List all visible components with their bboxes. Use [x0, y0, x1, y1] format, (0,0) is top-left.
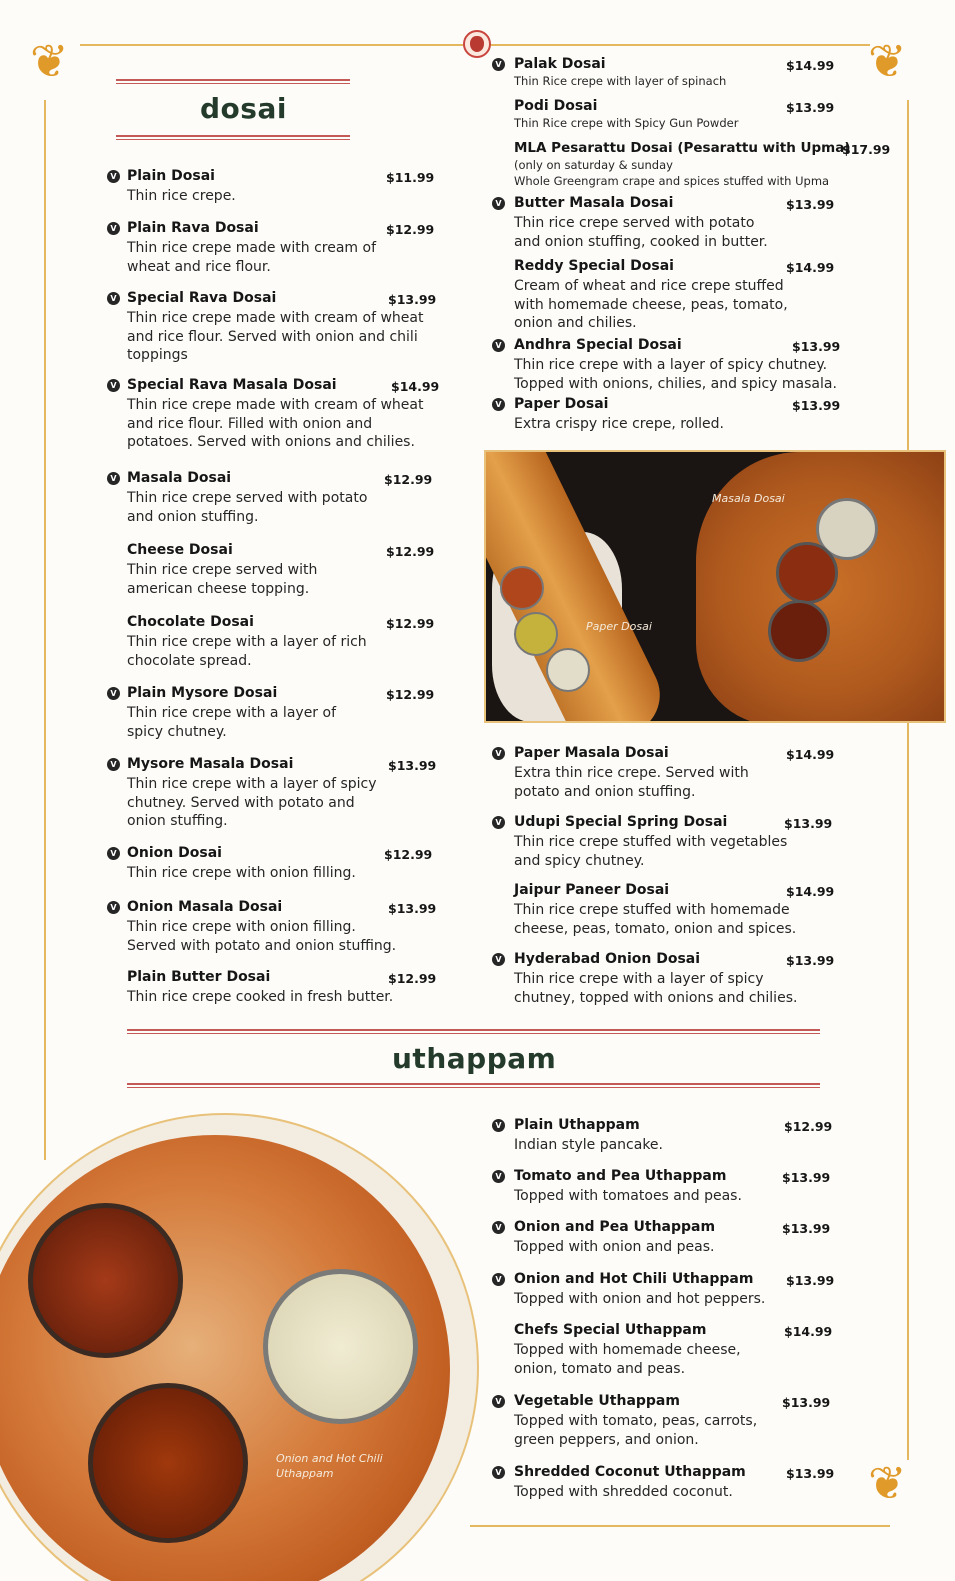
uthappam-photo	[0, 1107, 480, 1581]
item-name: Tomato and Pea Uthappam	[514, 1168, 727, 1184]
frame-bottom-line	[470, 1525, 890, 1527]
veg-icon: V	[107, 758, 120, 771]
item-price: $13.99	[792, 398, 841, 413]
item-description: Cream of wheat and rice crepe stuffed with homemade cheese, peas, tomato, onion and chilies.	[514, 278, 788, 331]
item-price: $13.99	[786, 197, 835, 212]
item-description: Topped with tomatoes and peas.	[514, 1188, 742, 1204]
item-name: Cheese Dosai	[127, 542, 233, 558]
tomato-chutney-bowl-image	[88, 1383, 248, 1543]
item-description: Thin rice crepe made with cream of wheat and rice flour. Served with onion and chili toppings	[127, 310, 424, 363]
veg-icon: V	[492, 1221, 505, 1234]
item-price: $12.99	[784, 1119, 833, 1134]
item-price: $12.99	[386, 687, 435, 702]
item-name: Plain Butter Dosai	[127, 969, 271, 985]
item-description: Thin rice crepe with a layer of rich chocolate spread.	[127, 634, 367, 669]
section-rule	[127, 1083, 820, 1088]
photo-caption-paper-dosai: Paper Dosai	[586, 620, 652, 633]
item-price: $13.99	[782, 1395, 831, 1410]
item-name: Plain Mysore Dosai	[127, 685, 278, 701]
item-name: Mysore Masala Dosai	[127, 756, 294, 772]
veg-icon: V	[492, 1273, 505, 1286]
veg-icon: V	[492, 339, 505, 352]
item-name: Plain Dosai	[127, 168, 215, 184]
item-name: Podi Dosai	[514, 98, 598, 114]
sambar-bowl-image	[28, 1203, 183, 1358]
item-name: Jaipur Paneer Dosai	[514, 882, 670, 898]
item-name: Onion Masala Dosai	[127, 899, 283, 915]
item-description: Topped with homemade cheese, onion, tomato and peas.	[514, 1342, 741, 1377]
veg-icon: V	[107, 472, 120, 485]
frame-left-line	[44, 100, 46, 1160]
item-description: Topped with tomato, peas, carrots, green peppers, and onion.	[514, 1413, 758, 1448]
item-price: $12.99	[388, 971, 437, 986]
veg-icon: V	[492, 953, 505, 966]
item-price: $13.99	[388, 758, 437, 773]
item-description: Thin rice crepe cooked in fresh butter.	[127, 989, 394, 1005]
veg-icon: V	[107, 847, 120, 860]
veg-icon: V	[107, 379, 120, 392]
item-description: Topped with shredded coconut.	[514, 1484, 733, 1500]
item-price: $12.99	[386, 222, 435, 237]
sambar-cup-image	[776, 542, 838, 604]
item-price: $12.99	[386, 544, 435, 559]
chutney-cup-image	[768, 600, 830, 662]
veg-icon: V	[107, 170, 120, 183]
section-title-uthappam: uthappam	[392, 1042, 557, 1075]
item-description: Thin rice crepe served with american cheese topping.	[127, 562, 318, 597]
item-description: Thin rice crepe made with cream of wheat and rice flour.	[127, 240, 376, 275]
item-description: Thin Rice crepe with Spicy Gun Powder	[514, 116, 739, 130]
chutney-cup-image	[500, 566, 544, 610]
veg-icon: V	[107, 901, 120, 914]
chutney-cup-image	[514, 612, 558, 656]
photo-caption-uthappam: Onion and Hot Chili Uthappam	[276, 1452, 383, 1480]
section-rule	[116, 135, 350, 140]
frame-right-line	[907, 100, 909, 1460]
item-description: Thin rice crepe with a layer of spicy chutney, topped with onions and chilies.	[514, 971, 798, 1006]
item-description: Thin rice crepe served with potato and onion stuffing, cooked in butter.	[514, 215, 768, 250]
corner-ornament-icon: ❦	[30, 34, 69, 88]
veg-icon: V	[107, 292, 120, 305]
item-description: Topped with onion and peas.	[514, 1239, 715, 1255]
item-name: Andhra Special Dosai	[514, 337, 682, 353]
item-price: $13.99	[782, 1221, 831, 1236]
item-name: Vegetable Uthappam	[514, 1393, 680, 1409]
item-description: Extra crispy rice crepe, rolled.	[514, 416, 724, 432]
veg-icon: V	[492, 747, 505, 760]
item-name: Onion Dosai	[127, 845, 222, 861]
item-price: $14.99	[786, 884, 835, 899]
item-price: $14.99	[786, 58, 835, 73]
item-name: Special Rava Masala Dosai	[127, 377, 337, 393]
item-description: Thin rice crepe with a layer of spicy chutney. Served with potato and onion stuffing.	[127, 776, 377, 829]
item-name: Onion and Hot Chili Uthappam	[514, 1271, 754, 1287]
veg-icon: V	[492, 398, 505, 411]
item-description: Extra thin rice crepe. Served with potato and onion stuffing.	[514, 765, 749, 800]
item-description: Topped with onion and hot peppers.	[514, 1291, 766, 1307]
veg-icon: V	[492, 1119, 505, 1132]
corner-ornament-icon: ❦	[868, 34, 907, 88]
veg-icon: V	[492, 197, 505, 210]
section-title-dosai: dosai	[200, 92, 287, 125]
coconut-chutney-bowl-image	[263, 1269, 418, 1424]
item-description: Thin rice crepe with onion filling.	[127, 865, 356, 881]
item-name: Shredded Coconut Uthappam	[514, 1464, 746, 1480]
item-name: Reddy Special Dosai	[514, 258, 674, 274]
item-price: $12.99	[384, 472, 433, 487]
item-description: Thin rice crepe with a layer of spicy chutney. Topped with onions, chilies, and spicy masala.	[514, 357, 837, 392]
item-name: Butter Masala Dosai	[514, 195, 674, 211]
item-name: Plain Rava Dosai	[127, 220, 259, 236]
item-price: $13.99	[786, 100, 835, 115]
veg-icon: V	[107, 687, 120, 700]
veg-icon: V	[492, 1170, 505, 1183]
item-name: Plain Uthappam	[514, 1117, 640, 1133]
item-description: Indian style pancake.	[514, 1137, 663, 1153]
section-rule	[116, 79, 350, 84]
item-price: $14.99	[391, 379, 440, 394]
chutney-cup-image	[546, 648, 590, 692]
item-name: Chocolate Dosai	[127, 614, 254, 630]
item-price: $12.99	[386, 616, 435, 631]
item-description: (only on saturday & sunday Whole Greengram crape and spices stuffed with Upma	[514, 158, 830, 188]
item-name: Chefs Special Uthappam	[514, 1322, 707, 1338]
item-name: Palak Dosai	[514, 56, 606, 72]
item-price: $13.99	[786, 1273, 835, 1288]
restaurant-logo	[463, 30, 491, 58]
item-name: MLA Pesarattu Dosai (Pesarattu with Upma)	[514, 140, 851, 156]
item-description: Thin rice crepe with a layer of spicy chutney.	[127, 705, 337, 740]
item-description: Thin rice crepe stuffed with homemade cheese, peas, tomato, onion and spices.	[514, 902, 797, 937]
item-price: $14.99	[786, 747, 835, 762]
veg-icon: V	[492, 1395, 505, 1408]
veg-icon: V	[492, 58, 505, 71]
item-name: Paper Dosai	[514, 396, 609, 412]
item-name: Special Rava Dosai	[127, 290, 277, 306]
item-name: Onion and Pea Uthappam	[514, 1219, 716, 1235]
corner-ornament-icon: ❦	[868, 1456, 907, 1510]
item-price: $13.99	[786, 1466, 835, 1481]
item-price: $14.99	[784, 1324, 833, 1339]
item-price: $13.99	[792, 339, 841, 354]
item-price: $13.99	[786, 953, 835, 968]
item-name: Paper Masala Dosai	[514, 745, 669, 761]
item-price: $13.99	[388, 292, 437, 307]
item-price: $13.99	[784, 816, 833, 831]
item-price: $17.99	[842, 142, 891, 157]
item-description: Thin rice crepe stuffed with vegetables and spicy chutney.	[514, 834, 788, 869]
item-price: $14.99	[786, 260, 835, 275]
veg-icon: V	[492, 1466, 505, 1479]
veg-icon: V	[107, 222, 120, 235]
item-name: Masala Dosai	[127, 470, 232, 486]
veg-icon: V	[492, 816, 505, 829]
item-price: $13.99	[782, 1170, 831, 1185]
item-name: Hyderabad Onion Dosai	[514, 951, 701, 967]
photo-caption-masala-dosai: Masala Dosai	[712, 492, 785, 505]
item-description: Thin rice crepe with onion filling. Served with potato and onion stuffing.	[127, 919, 397, 954]
item-description: Thin rice crepe served with potato and onion stuffing.	[127, 490, 368, 525]
item-name: Udupi Special Spring Dosai	[514, 814, 728, 830]
item-price: $12.99	[384, 847, 433, 862]
item-description: Thin Rice crepe with layer of spinach	[514, 74, 727, 88]
dosai-photo	[484, 450, 946, 723]
item-price: $13.99	[388, 901, 437, 916]
item-description: Thin rice crepe made with cream of wheat and rice flour. Filled with onion and potatoes. Served with onions and chilies.	[127, 397, 424, 450]
item-description: Thin rice crepe.	[127, 188, 236, 204]
section-rule	[127, 1029, 820, 1034]
item-price: $11.99	[386, 170, 435, 185]
